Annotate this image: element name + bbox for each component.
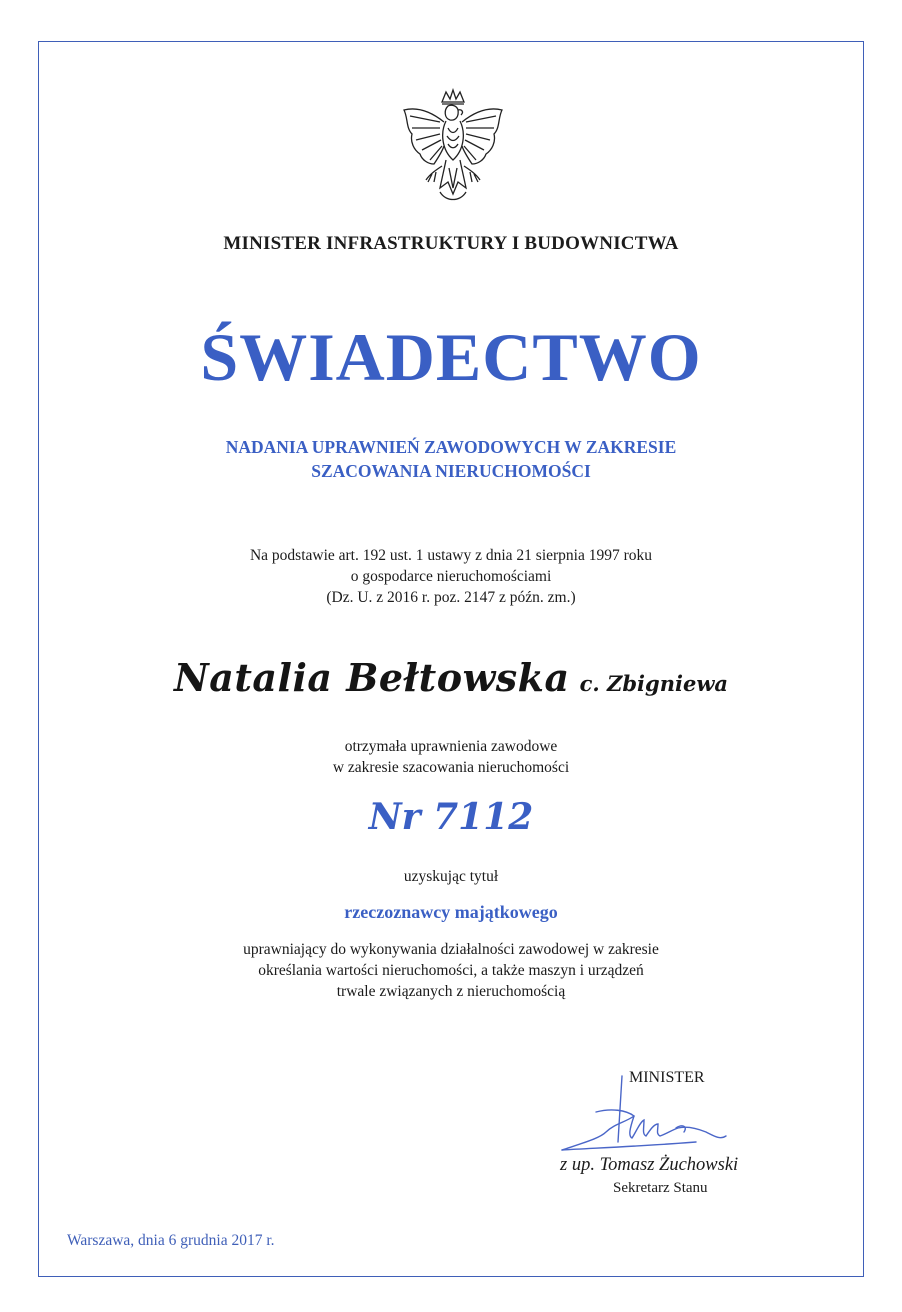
ministry-heading: MINISTER INFRASTRUKTURY I BUDOWNICTWA bbox=[223, 233, 679, 254]
scope-line: określania wartości nieruchomości, a także maszyn i urządzeń bbox=[258, 962, 644, 979]
received-statement bbox=[0, 736, 902, 778]
scope-line: trwale związanych z nieruchomością bbox=[336, 983, 566, 1000]
legal-basis-line: (Dz. U. z 2016 r. poz. 2147 z późn. zm.) bbox=[326, 589, 576, 606]
place-and-date: Warszawa, dnia 6 grudnia 2017 r. bbox=[67, 1232, 275, 1249]
legal-basis-line: Na podstawie art. 192 ust. 1 ustawy z dnia 21 sierpnia 1997 roku bbox=[249, 547, 653, 564]
recipient bbox=[0, 655, 902, 700]
signature-title: MINISTER bbox=[629, 1069, 705, 1086]
obtaining-title-text: uzyskując tytuł bbox=[403, 868, 499, 885]
scope-line: uprawniający do wykonywania działalności zawodowej w zakresie bbox=[243, 941, 659, 958]
received-line: w zakresie szacowania nieruchomości bbox=[332, 759, 570, 776]
certificate-title: ŚWIADECTWO bbox=[200, 319, 702, 395]
signer-name: z up. Tomasz Żuchowski bbox=[560, 1155, 739, 1175]
subtitle-line: SZACOWANIA NIERUCHOMOŚCI bbox=[311, 461, 591, 481]
legal-basis-line: o gospodarce nieruchomościami bbox=[350, 568, 552, 585]
certificate-subtitle bbox=[0, 435, 902, 483]
recipient-father-name: c. Zbigniewa bbox=[579, 671, 728, 696]
certificate-number: Nr 7112 bbox=[368, 796, 534, 838]
handwritten-signature-icon bbox=[556, 1072, 736, 1164]
scope-statement bbox=[0, 939, 902, 1002]
subtitle-line: NADANIA UPRAWNIEŃ ZAWODOWYCH W ZAKRESIE bbox=[225, 437, 677, 457]
recipient-name: Natalia Bełtowska bbox=[174, 655, 570, 700]
polish-eagle-emblem-icon bbox=[396, 88, 510, 206]
profession-title: rzeczoznawcy majątkowego bbox=[344, 902, 558, 922]
signer-role: Sekretarz Stanu bbox=[613, 1180, 708, 1196]
legal-basis bbox=[0, 545, 902, 608]
received-line: otrzymała uprawnienia zawodowe bbox=[344, 738, 558, 755]
